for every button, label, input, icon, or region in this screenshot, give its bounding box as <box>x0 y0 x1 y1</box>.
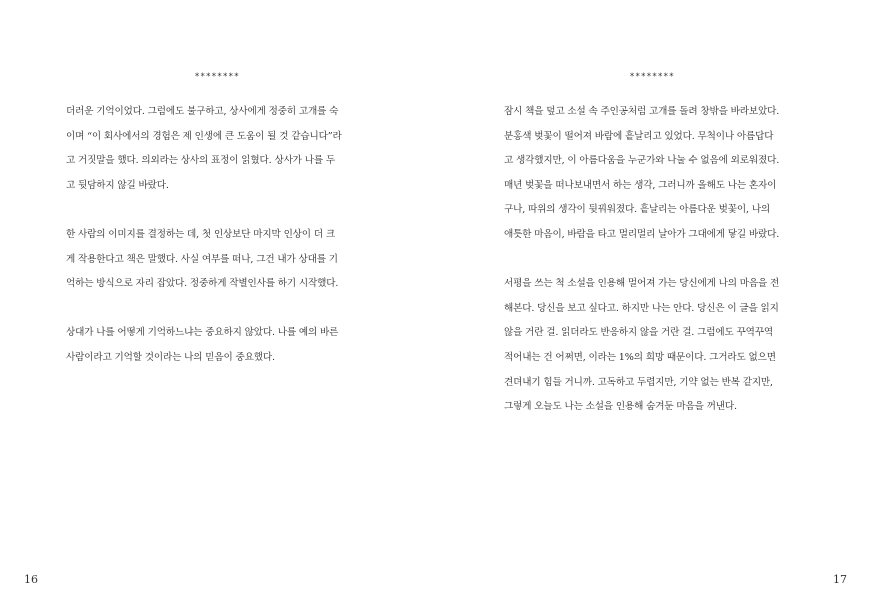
text-line: 견뎌내기 힘들 거니까. 고독하고 두렵지만, 기약 없는 반복 같지만, <box>504 376 773 388</box>
paragraph <box>66 321 378 370</box>
text-line: 적어내는 건 어쩌면, 이라는 1%의 희망 때문이다. 그거라도 없으면 <box>504 351 776 363</box>
text-line: 매년 벚꽃을 떠나보내면서 하는 생각, 그러니까 올해도 나는 혼자이 <box>504 179 777 191</box>
text-line: 잠시 책을 덮고 소설 속 주인공처럼 고개를 돌려 창밖을 바라보았다. <box>504 106 780 117</box>
text-line: 고 생각했지만, 이 아름다움을 누군가와 나눌 수 없음에 외로워졌다. <box>504 155 780 167</box>
body-text <box>66 100 378 371</box>
text-line: 한 사람의 이미지를 결정하는 데, 첫 인상보단 마지막 인상이 더 크 <box>66 228 335 240</box>
text-line: 더러운 기억이었다. 그럼에도 불구하고, 상사에게 정중히 고개를 숙 <box>66 106 339 117</box>
text-line: 사람이라고 기억할 것이라는 나의 믿음이 중요했다. <box>66 351 275 363</box>
text-line: 그렇게 오늘도 나는 소설을 인용해 숨겨둔 마음을 꺼낸다. <box>504 401 737 413</box>
section-divider: ******** <box>194 72 240 82</box>
text-line: 애틋한 마음이, 바람을 타고 멀리멀리 날아가 그대에게 닿길 바랐다. <box>504 228 780 240</box>
page-number: 17 <box>833 573 847 586</box>
text-line: 고 거짓말을 했다. 의외라는 상사의 표정이 읽혔다. 상사가 나를 두 <box>66 155 335 167</box>
text-line: 구나, 따위의 생각이 뒷꿔워졌다. 흩날리는 아름다운 벚꽃이, 나의 <box>504 204 771 216</box>
paragraph <box>504 272 816 420</box>
body-text <box>504 100 816 420</box>
section-divider: ******** <box>629 72 675 82</box>
text-line: 게 작용한다고 책은 말했다. 사실 여부를 떠나, 그건 내가 상대를 기 <box>66 253 338 265</box>
paragraph <box>66 223 378 297</box>
left-page <box>0 0 434 615</box>
text-line: 서평을 쓰는 척 소설을 인용해 멀어져 가는 당신에게 나의 마음을 전 <box>504 278 780 290</box>
text-line: 이며 “이 회사에서의 경험은 제 인생에 큰 도움이 될 것 같습니다”라 <box>66 130 342 142</box>
page-number: 16 <box>24 573 38 586</box>
paragraph <box>504 100 816 248</box>
text-line: 해본다. 당신을 보고 싶다고. 하지만 나는 안다. 당신은 이 글을 읽지 <box>504 302 779 314</box>
text-line: 상대가 나를 어떻게 기억하느냐는 중요하지 않았다. 나를 예의 바른 <box>66 327 339 339</box>
right-page <box>435 0 869 615</box>
text-line: 고 뒷담하지 않길 바랐다. <box>66 179 169 191</box>
paragraph <box>66 100 378 198</box>
text-line: 억하는 방식으로 자리 잡았다. 정중하게 작별인사를 하기 시작했다. <box>66 278 339 290</box>
text-line: 분홍색 벚꽃이 떨어져 바람에 흩날리고 있었다. 무척이나 아름답다 <box>504 130 774 142</box>
text-line: 않을 거란 걸. 읽더라도 반응하지 않을 거란 걸. 그럼에도 꾸역꾸역 <box>504 327 773 339</box>
